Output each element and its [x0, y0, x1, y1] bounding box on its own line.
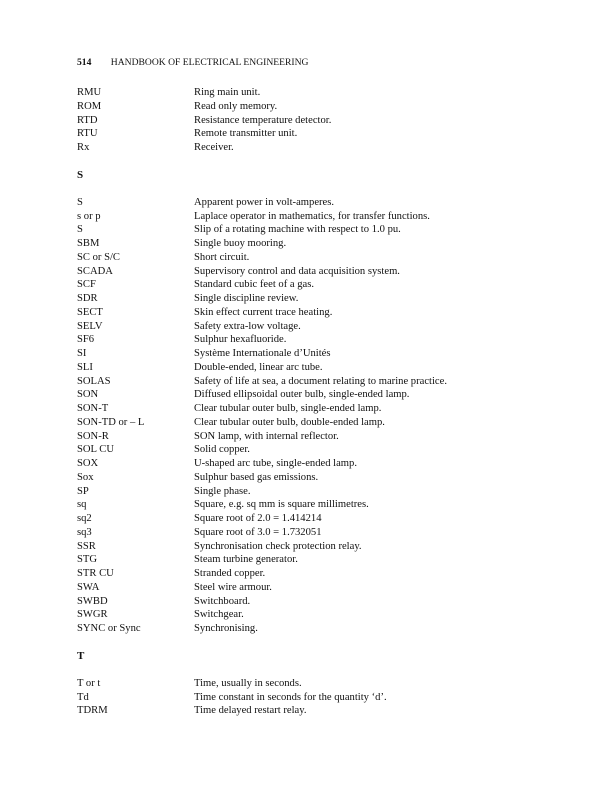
- abbreviation: SC or S/C: [77, 251, 120, 263]
- glossary-row: [77, 622, 547, 635]
- abbreviation: s or p: [77, 210, 101, 222]
- glossary-row: [77, 567, 547, 580]
- definition: Ring main unit.: [194, 87, 261, 98]
- abbreviation: Td: [77, 691, 89, 703]
- running-header: [77, 57, 308, 68]
- abbreviation: SI: [77, 348, 87, 359]
- definition: Sulphur based gas emissions.: [194, 471, 319, 483]
- glossary-row: [77, 471, 547, 484]
- definition: Supervisory control and data acquisition system.: [194, 265, 400, 277]
- abbreviation: Rx: [77, 142, 90, 153]
- glossary-row: [77, 237, 547, 250]
- definition: SON lamp, with internal reflector.: [194, 430, 339, 442]
- abbreviation: SCADA: [77, 265, 113, 277]
- abbreviation: SWA: [77, 581, 100, 593]
- glossary-row: [77, 306, 547, 319]
- abbreviation: RMU: [77, 87, 102, 98]
- abbreviation: SELV: [77, 320, 103, 332]
- glossary-row: [77, 333, 547, 346]
- abbreviation: SON-TD or – L: [77, 416, 145, 428]
- abbreviation: SWBD: [77, 595, 108, 607]
- definition: Receiver.: [194, 142, 234, 153]
- glossary-row: [77, 292, 547, 305]
- abbreviation: RTD: [77, 114, 98, 126]
- definition: Single buoy mooring.: [194, 238, 287, 249]
- glossary-row: [77, 526, 547, 539]
- definition: Square root of 3.0 = 1.732051: [194, 526, 322, 538]
- definition: Apparent power in volt-amperes.: [194, 196, 335, 208]
- glossary-row: [77, 127, 547, 140]
- glossary-row: [77, 210, 547, 223]
- definition: Safety extra-low voltage.: [194, 320, 301, 332]
- definition: Remote transmitter unit.: [194, 128, 298, 140]
- abbreviation: S: [77, 196, 83, 208]
- abbreviation: SLI: [77, 361, 93, 373]
- definition: Clear tubular outer bulb, single-ended lamp.: [194, 403, 382, 414]
- glossary-row: [77, 512, 547, 525]
- glossary-row: [77, 114, 547, 127]
- abbreviation: SOX: [77, 458, 99, 469]
- glossary-row: [77, 581, 547, 594]
- definition: Switchgear.: [194, 609, 244, 621]
- glossary-row: [77, 498, 547, 511]
- definition: Synchronising.: [194, 623, 258, 634]
- glossary-row: [77, 443, 547, 456]
- abbreviation: SON: [77, 389, 99, 401]
- glossary-row: [77, 485, 547, 498]
- definition: Stranded copper.: [194, 568, 266, 579]
- definition: Safety of life at sea, a document relating to marine practice.: [194, 375, 447, 387]
- definition: Read only memory.: [194, 100, 278, 112]
- abbreviation: SCF: [77, 279, 96, 291]
- abbreviation: S: [77, 224, 83, 236]
- glossary-row: [77, 416, 547, 429]
- abbreviation: SON-T: [77, 403, 109, 414]
- definition: U-shaped arc tube, single-ended lamp.: [194, 458, 357, 469]
- abbreviation: T or t: [77, 677, 101, 689]
- glossary-row: [77, 223, 547, 236]
- abbreviation: sq: [77, 499, 87, 511]
- glossary-row: [77, 430, 547, 443]
- definition: Square, e.g. sq mm is square millimetres.: [194, 499, 369, 511]
- glossary-row: [77, 251, 547, 264]
- glossary-row: [77, 265, 547, 278]
- glossary-row: [77, 100, 547, 113]
- definition: Switchboard.: [194, 595, 251, 607]
- glossary-row: [77, 278, 547, 291]
- glossary-row: [77, 595, 547, 608]
- glossary-row: [77, 375, 547, 388]
- abbreviation: sq2: [77, 513, 92, 524]
- glossary-row: [77, 86, 547, 99]
- abbreviation: ROM: [77, 100, 102, 112]
- running-title: HANDBOOK OF ELECTRICAL ENGINEERING: [110, 57, 309, 68]
- glossary-row: [77, 691, 547, 704]
- definition: Time, usually in seconds.: [194, 677, 302, 689]
- glossary-row: [77, 388, 547, 401]
- glossary-row: [77, 553, 547, 566]
- definition: Standard cubic feet of a gas.: [194, 279, 315, 291]
- glossary-row: [77, 677, 547, 690]
- definition: Solid copper.: [194, 444, 250, 456]
- definition: Slip of a rotating machine with respect to 1.0 pu.: [194, 224, 401, 236]
- abbreviation: SOLAS: [77, 375, 111, 387]
- abbreviation: SOL CU: [77, 444, 114, 456]
- abbreviation: SP: [77, 485, 89, 497]
- glossary-row: [77, 320, 547, 333]
- abbreviation: SSR: [77, 540, 96, 552]
- abbreviation: sq3: [77, 526, 92, 538]
- abbreviation: SYNC or Sync: [77, 623, 141, 634]
- abbreviation: SON-R: [77, 430, 109, 442]
- glossary-row: [77, 141, 547, 154]
- abbreviation: SBM: [77, 238, 100, 249]
- definition: Système Internationale d’Unités: [194, 348, 331, 359]
- section-letter-s: S: [77, 168, 84, 181]
- glossary-row: [77, 704, 547, 717]
- definition: Single phase.: [194, 485, 251, 497]
- definition: Square root of 2.0 = 1.414214: [194, 513, 322, 524]
- abbreviation: STG: [77, 554, 98, 566]
- definition: Time delayed restart relay.: [194, 705, 307, 717]
- abbreviation: STR CU: [77, 568, 114, 579]
- definition: Double-ended, linear arc tube.: [194, 361, 323, 373]
- glossary-row: [77, 347, 547, 360]
- definition: Short circuit.: [194, 251, 250, 263]
- abbreviation: SWGR: [77, 609, 108, 621]
- definition: Diffused ellipsoidal outer bulb, single-ended lamp.: [194, 389, 410, 401]
- definition: Resistance temperature detector.: [194, 114, 332, 126]
- definition: Sulphur hexafluoride.: [194, 334, 287, 346]
- glossary-row: [77, 196, 547, 209]
- definition: Synchronisation check protection relay.: [194, 540, 362, 552]
- glossary-row: [77, 608, 547, 621]
- definition: Clear tubular outer bulb, double-ended lamp.: [194, 416, 385, 428]
- abbreviation: SDR: [77, 293, 98, 304]
- definition: Steam turbine generator.: [194, 554, 298, 566]
- definition: Time constant in seconds for the quantity ‘d’.: [194, 691, 387, 703]
- abbreviation: SF6: [77, 334, 95, 346]
- abbreviation: TDRM: [77, 705, 108, 717]
- glossary-row: [77, 540, 547, 553]
- definition: Skin effect current trace heating.: [194, 306, 333, 318]
- section-letter-t: T: [77, 649, 85, 662]
- definition: Single discipline review.: [194, 293, 299, 304]
- definition: Laplace operator in mathematics, for transfer functions.: [194, 210, 430, 222]
- glossary-row: [77, 457, 547, 470]
- glossary-row: [77, 361, 547, 374]
- glossary-row: [77, 402, 547, 415]
- abbreviation: SECT: [77, 306, 103, 318]
- abbreviation: Sox: [77, 471, 94, 483]
- page-number: 514: [77, 57, 92, 68]
- abbreviation: RTU: [77, 128, 98, 140]
- definition: Steel wire armour.: [194, 581, 272, 593]
